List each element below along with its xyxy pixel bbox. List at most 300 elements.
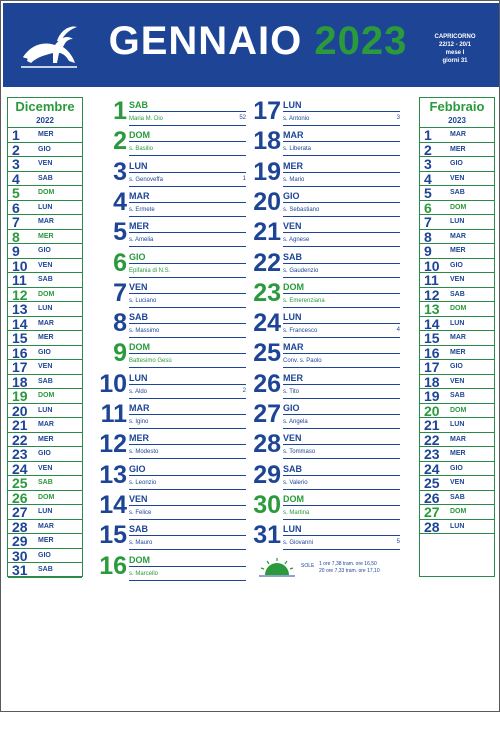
side-day-name: MER [38, 131, 54, 138]
sun-icon [259, 557, 295, 577]
day-line-top [129, 475, 246, 476]
side-day-row [8, 563, 82, 578]
saint-name: s. Tito [283, 388, 300, 395]
day-entry [253, 460, 409, 491]
zodiac-info [425, 33, 485, 65]
side-day-number: 19 [424, 388, 440, 404]
day-name: MER [129, 221, 149, 232]
day-entry [99, 369, 255, 400]
day-number: 11 [100, 400, 127, 428]
side-day-number: 7 [12, 214, 20, 230]
day-line-top [129, 414, 246, 415]
day-line-bottom [129, 519, 246, 520]
side-day-number: 14 [12, 315, 28, 332]
saint-name: s. Angela [283, 419, 308, 425]
day-entry [99, 521, 255, 551]
side-day-row [8, 346, 82, 361]
day-line-bottom [129, 367, 246, 368]
side-day-number: 27 [424, 504, 440, 520]
side-day-number: 21 [424, 417, 440, 433]
side-day-number: 23 [424, 446, 440, 462]
day-line-bottom [129, 580, 246, 581]
side-day-name: SAB [38, 566, 53, 573]
side-day-name: SAB [38, 377, 53, 385]
day-entry [99, 460, 255, 491]
side-day-number: 13 [12, 301, 28, 317]
saint-name: s. Martina [283, 509, 310, 516]
side-day-name: DOM [450, 203, 467, 211]
saint-name: Maria M. Dio [129, 116, 164, 122]
side-day-name: LUN [38, 203, 53, 211]
side-day-number: 5 [12, 185, 20, 201]
side-day-row [420, 433, 494, 448]
side-day-name: MER [450, 145, 466, 153]
day-line-top [129, 141, 246, 142]
side-day-name: LUN [38, 305, 53, 312]
side-day-number: 4 [12, 170, 20, 187]
side-day-row [420, 505, 494, 520]
saint-name: s. Basilio [129, 146, 154, 153]
side-day-name: MER [38, 232, 54, 240]
day-line-bottom [129, 246, 246, 247]
zodiac-month-number: mese I [445, 50, 465, 56]
day-number: 3 [113, 157, 127, 186]
side-day-row [8, 404, 82, 419]
side-day-number: 16 [424, 344, 440, 361]
day-number: 17 [253, 97, 281, 125]
day-entry [105, 339, 255, 369]
side-day-name: SAB [450, 392, 465, 399]
day-name: DOM [129, 554, 150, 565]
day-name: DOM [283, 281, 304, 292]
day-name: GIO [129, 251, 146, 262]
day-name: LUN [129, 160, 148, 171]
day-line-top [129, 323, 246, 324]
side-day-row [420, 404, 494, 419]
day-line-bottom [283, 216, 400, 217]
side-day-name: MAR [38, 319, 54, 327]
side-day-name: MAR [38, 522, 54, 530]
day-line-bottom [129, 428, 246, 429]
side-day-name: GIO [450, 160, 463, 167]
saint-name: Battesimo Gesù [129, 358, 172, 365]
day-line-top [283, 202, 400, 203]
day-line-bottom [129, 125, 246, 126]
day-name: VEN [129, 281, 148, 292]
side-day-name: GIO [450, 363, 463, 370]
side-day-row [8, 143, 82, 158]
day-name: MAR [283, 342, 304, 353]
side-day-row [420, 418, 494, 433]
side-day-number: 2 [424, 141, 432, 158]
saint-name: s. Marcello [129, 570, 159, 577]
day-line-top [129, 111, 246, 112]
day-number: 30 [253, 490, 281, 519]
day-number: 2 [113, 127, 127, 156]
day-name: DOM [129, 342, 150, 353]
day-number: 8 [113, 309, 127, 338]
day-entry [105, 249, 255, 279]
side-day-row [8, 244, 82, 259]
day-number: 10 [99, 369, 127, 398]
saint-name: s. Luciano [129, 297, 157, 304]
side-day-number: 1 [424, 127, 432, 143]
day-number: 25 [253, 339, 281, 368]
day-entry [253, 187, 409, 218]
side-day-row [420, 346, 494, 361]
side-day-name: VEN [38, 464, 53, 472]
week-number: 1 [242, 175, 246, 182]
zodiac-range: 22/12 - 20/1 [438, 42, 472, 48]
day-entry [253, 521, 409, 551]
day-name: MER [129, 433, 149, 444]
day-entry [105, 309, 255, 339]
sun-times-line-1: 1 ore 7,38 tram. ore 16,50 [319, 561, 377, 567]
side-day-number: 25 [12, 475, 28, 491]
side-day-row [8, 360, 82, 375]
side-day-name: GIO [450, 464, 463, 472]
side-day-number: 18 [12, 373, 28, 390]
side-day-row [420, 186, 494, 201]
day-name: MAR [129, 190, 150, 201]
side-day-number: 29 [12, 533, 28, 549]
day-number: 20 [253, 187, 281, 216]
day-line-bottom [129, 489, 246, 490]
side-day-row [8, 230, 82, 245]
saint-name: Conv. s. Paolo [283, 358, 322, 365]
day-number: 18 [253, 127, 281, 156]
side-day-name: MER [38, 435, 54, 443]
week-number: 52 [239, 115, 246, 121]
side-day-name: SAB [450, 189, 465, 196]
side-day-name: VEN [38, 363, 53, 370]
day-line-top [283, 263, 400, 264]
side-day-name: MAR [450, 435, 466, 443]
side-day-row [8, 302, 82, 317]
previous-month-year: 2022 [36, 116, 54, 125]
side-day-number: 15 [12, 330, 28, 346]
side-day-name: SAB [450, 290, 465, 298]
side-day-name: LUN [450, 218, 465, 225]
side-day-row [8, 375, 82, 390]
side-day-number: 20 [424, 402, 440, 419]
side-day-row [420, 447, 494, 462]
side-day-name: SAB [38, 479, 53, 486]
side-day-number: 9 [12, 243, 20, 259]
january-days-column-1 [99, 97, 265, 587]
day-line-bottom [129, 307, 246, 308]
previous-month-header [8, 98, 82, 128]
day-number: 23 [253, 278, 281, 307]
day-line-top [129, 232, 246, 233]
side-day-number: 22 [12, 431, 28, 448]
day-line-bottom [283, 519, 400, 520]
sun-times [319, 561, 401, 575]
day-entry [253, 97, 409, 127]
side-day-row [420, 476, 494, 491]
day-line-top [283, 353, 400, 354]
next-month-year: 2023 [448, 116, 466, 125]
day-entry [253, 309, 409, 339]
day-name: GIO [283, 403, 300, 413]
day-entry [105, 97, 255, 127]
side-day-number: 15 [424, 330, 440, 346]
january-days-column-2 [253, 97, 419, 587]
saint-name: s. Amelia [129, 237, 154, 244]
side-day-row [8, 476, 82, 491]
week-number: 2 [242, 387, 246, 394]
day-name: SAB [283, 463, 303, 474]
day-number: 22 [253, 248, 281, 277]
side-day-number: 31 [12, 562, 28, 578]
side-day-row [420, 491, 494, 506]
side-day-number: 22 [424, 431, 440, 448]
side-day-name: LUN [38, 508, 53, 515]
day-line-bottom [283, 549, 400, 550]
side-day-name: VEN [450, 377, 465, 385]
day-number: 5 [113, 218, 127, 247]
saint-name: s. Aldo [129, 388, 148, 395]
day-line-top [129, 172, 246, 173]
day-name: LUN [129, 372, 148, 383]
side-day-row [8, 288, 82, 303]
side-day-name: GIO [38, 247, 51, 254]
day-number: 4 [113, 187, 127, 216]
day-name: MER [283, 372, 303, 383]
day-line-top [283, 414, 400, 415]
side-day-number: 20 [12, 402, 28, 419]
side-day-row [8, 505, 82, 520]
day-line-bottom [283, 186, 400, 187]
day-line-bottom [129, 398, 246, 399]
day-line-bottom [129, 458, 246, 459]
saint-name: s. Francesco [283, 328, 318, 335]
side-day-name: DOM [38, 290, 55, 298]
saint-name: s. Sebastiano [283, 206, 320, 213]
day-number: 16 [99, 551, 127, 580]
day-line-bottom [129, 549, 246, 550]
side-day-number: 6 [424, 199, 432, 216]
previous-month-panel [7, 97, 83, 577]
side-day-name: LUN [38, 406, 53, 414]
day-name: MAR [129, 403, 150, 413]
side-day-name: GIO [38, 145, 51, 153]
day-name: MAR [283, 130, 304, 141]
day-entry [253, 400, 409, 430]
day-line-bottom [283, 398, 400, 399]
saint-name: Epifania di N.S. [129, 267, 171, 274]
side-day-number: 25 [424, 475, 440, 491]
side-day-number: 21 [12, 417, 28, 433]
day-line-top [283, 535, 400, 536]
calendar-header [3, 3, 499, 87]
day-line-bottom [283, 458, 400, 459]
day-name: SAB [283, 251, 303, 262]
side-day-row [420, 157, 494, 172]
side-day-row [8, 534, 82, 549]
day-name: VEN [129, 493, 148, 504]
side-day-number: 11 [424, 272, 439, 288]
side-day-name: GIO [450, 261, 463, 269]
day-name: LUN [283, 312, 302, 323]
calendar-title [103, 19, 413, 75]
day-line-bottom [129, 216, 246, 217]
day-entry [253, 430, 409, 460]
side-day-name: MER [450, 450, 466, 457]
day-line-top [283, 293, 400, 294]
day-entry [253, 218, 409, 248]
side-day-name: GIO [38, 450, 51, 457]
side-day-row [8, 157, 82, 172]
side-day-name: GIO [38, 348, 51, 356]
day-line-bottom [129, 337, 246, 338]
saint-name: s. Valerio [283, 479, 308, 486]
day-name: SAB [129, 524, 149, 535]
saint-name: s. Igino [129, 419, 149, 425]
day-line-bottom [283, 125, 400, 126]
day-number: 31 [253, 521, 281, 550]
side-day-row [420, 230, 494, 245]
day-number: 29 [253, 460, 281, 489]
day-entry [253, 369, 409, 400]
side-day-row [420, 389, 494, 404]
day-entry [105, 218, 255, 248]
saint-name: s. Mauro [129, 540, 153, 547]
side-day-number: 8 [12, 228, 20, 245]
day-number: 26 [253, 369, 281, 398]
day-line-top [283, 323, 400, 324]
side-day-number: 24 [424, 460, 440, 477]
day-line-top [283, 141, 400, 142]
side-day-row [8, 186, 82, 201]
side-day-number: 14 [424, 315, 440, 332]
side-day-number: 3 [12, 156, 20, 172]
day-number: 14 [99, 490, 127, 519]
day-name: VEN [283, 221, 302, 232]
day-number: 27 [253, 400, 281, 428]
side-day-row [8, 172, 82, 187]
saint-name: s. Felice [129, 509, 152, 516]
sun-times-line-2: 20 ore 7,33 tram. ore 17,10 [319, 568, 380, 574]
side-day-number: 30 [12, 547, 28, 564]
side-day-row [8, 317, 82, 332]
side-day-number: 5 [424, 185, 432, 201]
side-day-name: MER [450, 247, 466, 254]
day-name: LUN [283, 524, 302, 535]
side-day-row [420, 360, 494, 375]
side-day-name: DOM [38, 392, 55, 399]
side-day-row [420, 244, 494, 259]
next-month-panel [419, 97, 495, 577]
side-day-row [420, 143, 494, 158]
side-day-row [420, 331, 494, 346]
saint-name: s. Massimo [129, 328, 160, 335]
day-line-bottom [129, 277, 246, 278]
side-day-name: LUN [450, 522, 465, 530]
side-day-row [420, 375, 494, 390]
side-day-name: LUN [450, 319, 465, 327]
day-line-bottom [283, 367, 400, 368]
day-name: SAB [129, 100, 149, 110]
side-day-number: 28 [12, 518, 28, 535]
side-day-row [8, 462, 82, 477]
saint-name: s. Agnese [283, 237, 310, 244]
side-day-number: 7 [424, 214, 432, 230]
saint-name: s. Genoveffa [129, 176, 163, 183]
day-number: 21 [253, 218, 281, 247]
day-line-top [283, 172, 400, 173]
day-name: DOM [129, 130, 150, 141]
side-day-row [8, 520, 82, 535]
side-day-number: 9 [424, 243, 432, 259]
day-entry [253, 278, 409, 309]
side-day-name: VEN [38, 261, 53, 269]
side-day-number: 27 [12, 504, 28, 520]
side-day-row [8, 491, 82, 506]
day-line-top [283, 384, 400, 385]
day-line-bottom [283, 489, 400, 490]
ibex-logo-icon [17, 17, 81, 73]
day-entry [253, 127, 409, 157]
side-day-number: 16 [12, 344, 28, 361]
day-line-top [129, 444, 246, 445]
side-day-number: 10 [12, 257, 28, 274]
side-day-row [420, 215, 494, 230]
side-day-number: 28 [424, 518, 440, 535]
saint-name: s. Leonzio [129, 479, 157, 486]
side-day-row [420, 520, 494, 535]
day-name: MER [283, 160, 303, 171]
side-day-name: MAR [450, 232, 466, 240]
sun-label: SOLE [301, 563, 315, 569]
side-day-row [8, 433, 82, 448]
day-entry [105, 158, 255, 188]
week-number: 3 [396, 115, 400, 121]
side-day-row [8, 418, 82, 433]
side-day-number: 17 [424, 359, 440, 375]
day-name: VEN [283, 433, 302, 444]
day-line-top [129, 202, 246, 203]
side-day-number: 11 [12, 272, 27, 288]
day-entry [253, 339, 409, 369]
day-line-bottom [129, 186, 246, 187]
day-line-top [283, 444, 400, 445]
side-day-row [420, 302, 494, 317]
side-day-number: 19 [12, 388, 28, 404]
side-day-row [8, 215, 82, 230]
saint-name: s. Mario [283, 176, 305, 183]
day-entry [99, 490, 255, 521]
side-day-number: 2 [12, 141, 20, 158]
saint-name: s. Giovanni [283, 540, 314, 547]
side-day-row [8, 331, 82, 346]
side-day-name: GIO [38, 551, 51, 559]
day-entry [99, 551, 255, 582]
side-day-number: 26 [12, 489, 28, 506]
day-name: GIO [129, 463, 146, 474]
side-day-row [420, 462, 494, 477]
side-day-row [420, 317, 494, 332]
title-year: 2023 [314, 19, 408, 63]
day-entry [253, 157, 409, 188]
side-day-row [420, 172, 494, 187]
day-line-top [283, 111, 400, 112]
day-number: 13 [99, 460, 127, 489]
side-day-name: MAR [450, 131, 466, 138]
side-day-number: 13 [424, 301, 440, 317]
day-name: GIO [283, 190, 300, 201]
side-day-name: VEN [38, 160, 53, 167]
